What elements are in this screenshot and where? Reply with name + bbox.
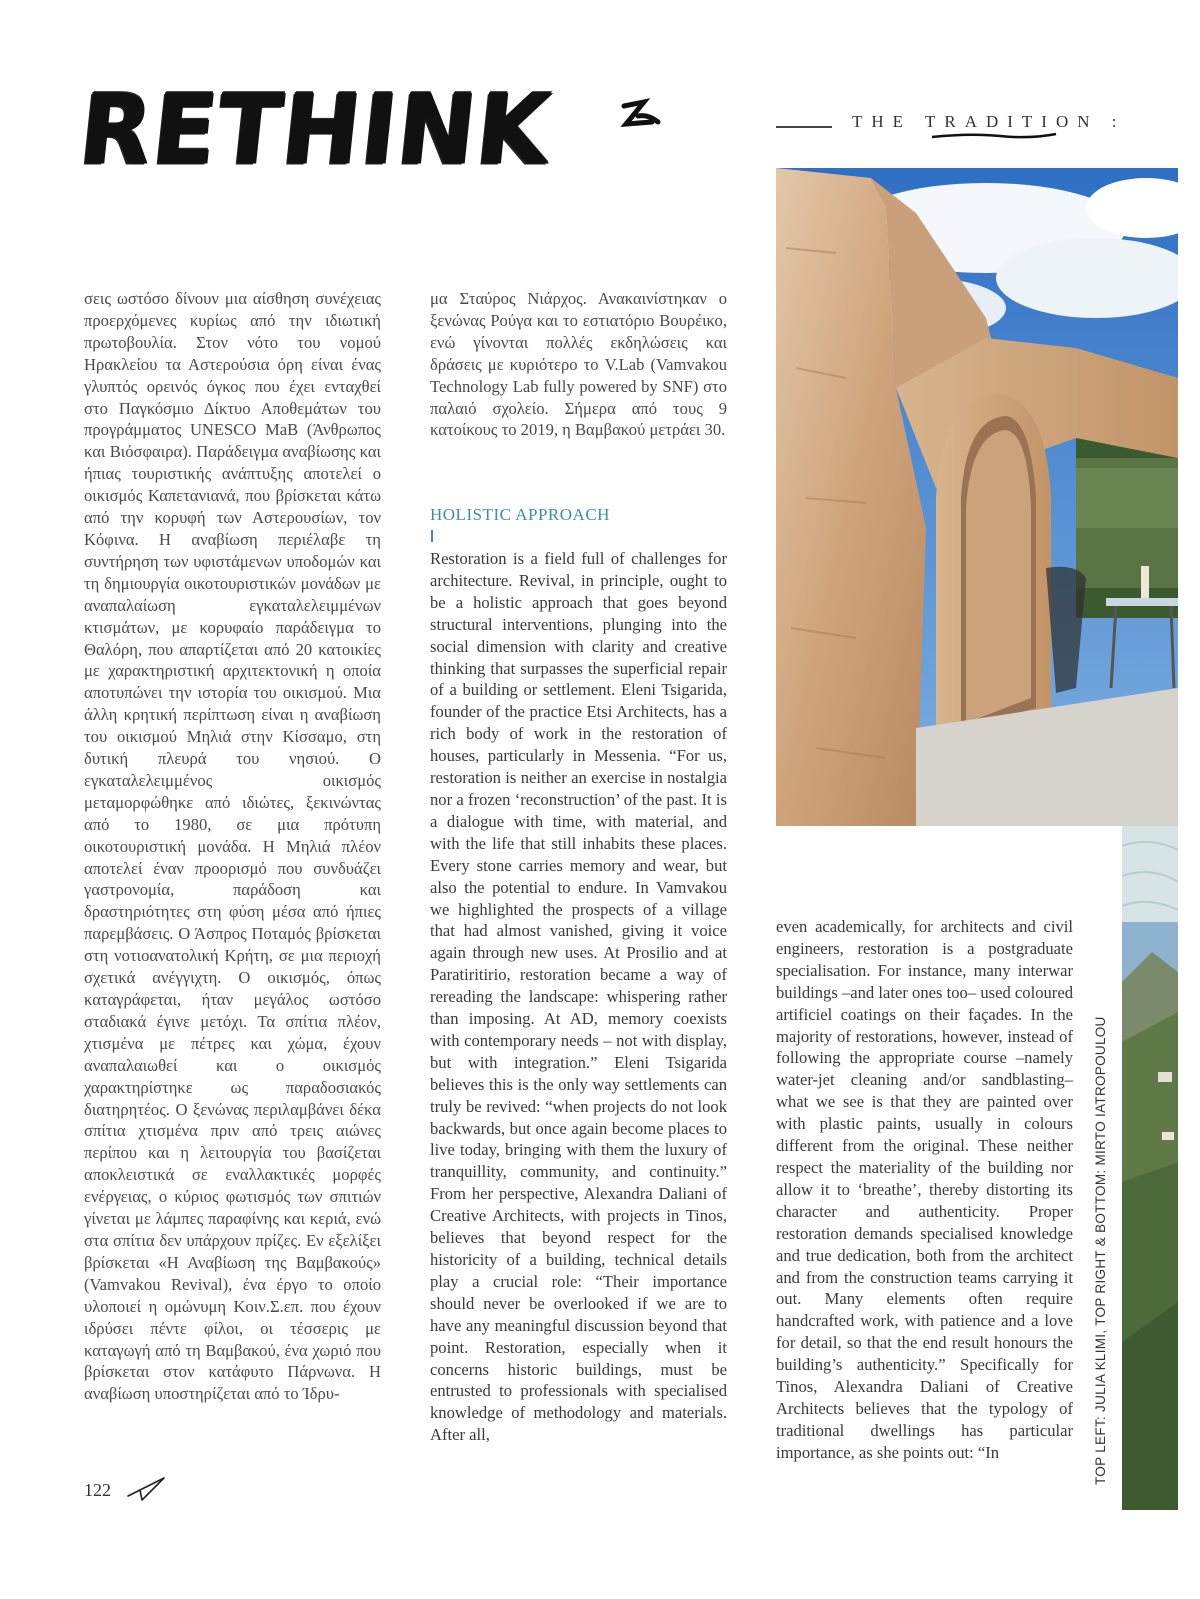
section-subheading: HOLISTIC APPROACH	[430, 505, 610, 524]
mountain-village-photo	[1122, 922, 1178, 1510]
handdrawn-underline	[930, 131, 1058, 141]
paragraph: σεις ωστόσο δίνουν μια αίσθηση συνέχειας προερχόμενες κυρίως από την ιδιωτική πρωτοβουλία. Στον νότο του νομού Ηρακλείου τα Αστερούσια όρη είναι ένας γλυπτός ορεινός όγκος που έχει ενταχθεί στο Παγκόσμιο Δίκτυο Αποθεμάτων του προγράμματος UNESCO MaB (Άνθρωπος και Βιόσφαιρα). Παράδειγμα αναβίωσης και ήπιας τουριστικής ανάπτυξης αποτελεί ο οικισμός Καπετανιανά, που βρίσκεται κάτω από την κορυφή των Αστερουσίων, τον Κόφινα. Η αναβίωση περιέλαβε τη συντήρηση των υφιστάμενων υποδομών και τη δημιουργία οικοτουριστικών μονάδων με αναπαλαίωση εγκαταλελειμμένων κτισμάτων, με κορυφαίο παράδειγμα το Θαλόρη, που απαρτίζεται από 20 κατοικίες με χαρακτηριστική αρχιτεκτονική η οποία αποτυπώνει την ιστορία του οικισμού. Μια άλλη κρητική περίπτωση είναι η αναβίωση του οικισμού Μηλιά στην Κίσσαμο, στη δυτική πλευρά του νησιού. Ο εγκαταλελειμμένος οικισμός μεταμορφώθηκε από ιδιώτες, ξεκινώντας από το 1980, σε μια πρότυπη οικοτουριστική μονάδα. Η Μηλιά πλέον αποτελεί έναν προορισμό που συνδυάζει γαστρονομία, παράδοση και δραστηριότητες στη φύση μέσα από ήπιες παρεμβάσεις. Ο Άσπρος Ποταμός βρίσκεται στη νοτιοανατολική Κρήτη, σε μια περιοχή σχετικά ανέγγιχτη. Ο οικισμός, όπως καταγράφεται, ήταν μεγάλος ωστόσο σταδιακά έγινε μετόχι. Τα σπίτια πλέον, χτισμένα με πέτρες και χώμα, έχουν αναπαλαιωθεί και ο οικισμός χαρακτηρίστηκε ως παραδοσιακός διατηρητέος. Ο ξενώνας περιλαμβάνει δέκα σπίτια χτισμένα πριν από τρεις αιώνες περίπου και η λειτουργία του βασίζεται αποκλειστικά σε εναλλακτικές μορφές ενέργειας, ο κύριος φωτισμός των σπιτιών γίνεται με λάμπες παραφίνης και κεριά, ενώ στα σπίτια δεν υπάρχουν πρίζες. Εν εξελίξει βρίσκεται «Η Αναβίωση της Βαμβακούς» (Vamvakou Revival), ένα έργο το οποίο υλοποιεί η ομώνυμη Κοιν.Σ.επ. που έχουν ιδρύσει πέντε φίλοι, οι τέσσερις με καταγωγή από τη Βαμβακού, ένα χωριό που βρίσκεται στον κατάφυτο Πάρνωνα. Η αναβίωση υποστηρίζεται από το Ίδρυ-	[84, 289, 381, 1404]
scribble-mark-icon	[618, 92, 666, 140]
paragraph: even academically, for architects and civil engineers, restoration is a postgraduate specialisation. For instance, many interwar buildings –and later ones too– used coloured artificiel coatings on their façades. In the majority of restorations, however, instead of following the appropriate course –namely water-jet cleaning and/or sandblasting– what we see is that they are painted over with plastic paints, usually in colours different from the original. These neither respect the materiality of the building nor allow it to ‘breathe’, thereby distorting its character and authenticity. Proper restoration demands specialised knowledge and true dedication, both from the architect and from the construction teams carrying it out. Many elements often require handcrafted work, with patience and a love for detail, so that the end result honours the building’s authenticity.” Specifically for Tinos, Alexandra Daliani of Creative Architects believes that the typology of traditional dwellings has particular importance, as she points out: “In	[776, 917, 1073, 1462]
column-1-greek-text	[84, 288, 381, 1405]
paragraph: Restoration is a field full of challenges for architecture. Revival, in principle, ought to be a holistic approach that goes beyond structural interventions, plunging into the social dimension with clarity and creative thinking that surpasses the superficial repair of a building or settlement. Eleni Tsigarida, founder of the practice Etsi Architects, has a rich body of work in the restoration of houses, particularly in Messenia. “For us, restoration is neither an exercise in nostalgia nor a frozen ‘reconstruction’ of the past. It is a dialogue with time, with material, and with the life that still inhabits these places. Every stone carries memory and wear, but also the potential to endure. In Vamvakou we highlighted the prospects of a village that had almost vanished, giving it voice again through new uses. At Prosilio and at Paratiritirio, restoration became a way of rereading the landscape: whispering rather than imposing. At AD, memory coexists with contemporary needs – not with display, but with integration.” Eleni Tsigarida believes this is the only way settlements can truly be revived: “when projects do not look backwards, but once again become places to live today, bringing with them the luxury of tranquillity, community, and continuity.” From her perspective, Alexandra Daliani of Creative Architects, with projects in Tinos, believes that beyond respect for the historicity of a building, technical details play a crucial role: “Their importance should never be overlooked if we are to have any meaningful discussion beyond that point. Restoration, especially when it concerns historic buildings, must be entrusted to professionals with specialised knowledge of methodology and materials. After all,	[430, 549, 727, 1445]
stone-ruin-photo	[776, 168, 1178, 826]
column-3-english-text	[776, 916, 1073, 1464]
map-texture-photo	[1122, 826, 1178, 922]
photo-credit: TOP LEFT: JULIA KLIMI, TOP RIGHT & BOTTOM: MIRTO IATROPOULOU	[1093, 1016, 1108, 1485]
column-2-english-text	[430, 548, 727, 1446]
section-label: THE TRADITION :	[852, 112, 1126, 131]
paper-plane-icon	[126, 1474, 166, 1502]
subheading-marker	[431, 530, 433, 542]
page-number: 122	[84, 1480, 111, 1500]
column-2-greek-text	[430, 288, 727, 441]
paragraph: μα Σταύρος Νιάρχος. Ανακαινίστηκαν ο ξενώνας Ρούγα και το εστιατόριο Βουρέικο, ενώ γίνονται πολλές εκδηλώσεις και δράσεις με κυριότερο το V.Lab (Vamvakou Technology Lab fully powered by SNF) στο παλαιό σχολείο. Σήμερα από τους 9 κατοίκους το 2019, η Βαμβακού μετράει 30.	[430, 289, 727, 440]
header-rule	[776, 126, 832, 128]
brand-logo: RETHINK	[74, 73, 556, 186]
